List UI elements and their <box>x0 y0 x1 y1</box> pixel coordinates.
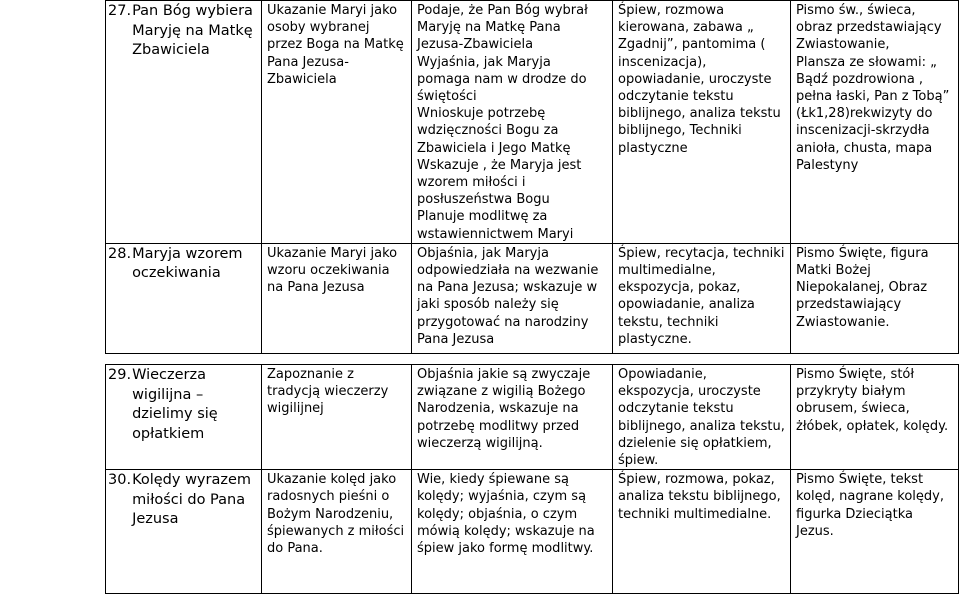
topic-cell <box>106 365 262 470</box>
topic-title: Maryja wzorem oczekiwania <box>132 245 243 282</box>
means-line: Pismo Święte, stół przykryty białym obrusem, świeca, żłóbek, opłatek, kolędy. <box>796 367 949 434</box>
means-line: Pismo św., świeca, obraz przedstawiający Zwiastowanie, <box>796 3 942 53</box>
achievement-line: Planuje modlitwę za wstawiennictwem Maryi <box>417 209 574 242</box>
objectives-cell: Ukazanie kolęd jako radosnych pieśni o Bożym Narodzeniu, śpiewanych z miłości do Pana. <box>262 470 412 594</box>
achievement-line: Objaśnia jakie są zwyczaje związane z wigilią Bożego Narodzenia, wskazuje na potrzebę modlitwy przed wieczerzą wigilijną. <box>417 367 591 451</box>
achievement-line: Wyjaśnia, jak Maryja pomaga nam w drodze do świętości <box>417 54 587 105</box>
methods-cell: Opowiadanie, ekspozycja, uroczyste odczytanie tekstu biblijnego, analiza tekstu, dzielenie się opłatkiem, śpiew. <box>613 365 791 470</box>
lesson-plan-table-bottom <box>105 364 959 594</box>
achievement-line: Objaśnia, jak Maryja odpowiedziała na wezwanie na Pana Jezusa; wskazuje w jaki sposób należy się przygotować na narodziny Pana Jezusa <box>417 245 599 347</box>
methods-cell: Śpiew, rozmowa, pokaz, analiza tekstu biblijnego, techniki multimedialne. <box>613 470 791 594</box>
table-row <box>106 470 959 594</box>
topic-title: Kolędy wyrazem miłości do Pana Jezusa <box>132 472 252 528</box>
topic-number: 30. <box>108 472 132 489</box>
achievements-cell <box>412 470 613 594</box>
table-row <box>106 243 959 353</box>
topic-title: Pan Bóg wybiera Maryję na Matkę Zbawiciela <box>132 3 253 58</box>
achievement-line: Wnioskuje potrzebę wdzięczności Bogu za Zbawiciela i Jego Matkę <box>417 106 571 156</box>
achievements-cell <box>412 1 613 244</box>
means-cell <box>791 1 959 244</box>
objectives-cell: Ukazanie Maryi jako osoby wybranej przez Boga na Matkę Pana Jezusa-Zbawiciela <box>262 1 412 244</box>
methods-cell: Śpiew, rozmowa kierowana, zabawa „ Zgadnij”, pantomima ( inscenizacja), opowiadanie, uroczyste odczytanie tekstu biblijnego, analiza tekstu biblijnego, Techniki plastyczne <box>613 1 791 244</box>
lesson-plan-table-top <box>105 0 959 354</box>
achievement-line: Podaje, że Pan Bóg wybrał Maryję na Matkę Pana Jezusa-Zbawiciela <box>417 3 588 53</box>
means-cell <box>791 243 959 353</box>
means-line: Plansza ze słowami: „ Bądź pozdrowiona , pełna łaski, Pan z Tobą” (Łk1,28)rekwizyty do inscenizacji-skrzydła anioła, chusta, mapa Palestyny <box>796 54 950 173</box>
objectives-cell: Ukazanie Maryi jako wzoru oczekiwania na Pana Jezusa <box>262 243 412 353</box>
achievement-line: Wskazuje , że Maryja jest wzorem miłości i posłuszeństwa Bogu <box>417 157 582 208</box>
methods-cell: Śpiew, recytacja, techniki multimedialne, ekspozycja, pokaz, opowiadanie, analiza tekstu, techniki plastyczne. <box>613 243 791 353</box>
topic-number: 29. <box>108 367 132 383</box>
topic-number: 27. <box>108 3 132 19</box>
achievements-cell <box>412 243 613 353</box>
topic-cell <box>106 243 262 353</box>
means-line: Pismo Święte, figura Matki Bożej Niepokalanej, Obraz przedstawiający Zwiastowanie. <box>796 245 929 330</box>
objectives-cell: Zapoznanie z tradycją wieczerzy wigilijnej <box>262 365 412 470</box>
means-cell <box>791 470 959 594</box>
means-cell <box>791 365 959 470</box>
topic-cell <box>106 1 262 244</box>
topic-title: Wieczerza wigilijna – dzielimy się opłatkiem <box>132 367 218 442</box>
topic-cell <box>106 470 262 594</box>
topic-number: 28. <box>108 245 132 262</box>
table-row <box>106 365 959 470</box>
means-line: Pismo Święte, tekst kolęd, nagrane kolędy, figurka Dzieciątka Jezus. <box>796 472 944 539</box>
achievements-cell <box>412 365 613 470</box>
table-row <box>106 1 959 244</box>
achievement-line: Wie, kiedy śpiewane są kolędy; wyjaśnia, czym są kolędy; objaśnia, o czym mówią kolędy; wskazuje na śpiew jako formę modlitwy. <box>417 472 595 557</box>
